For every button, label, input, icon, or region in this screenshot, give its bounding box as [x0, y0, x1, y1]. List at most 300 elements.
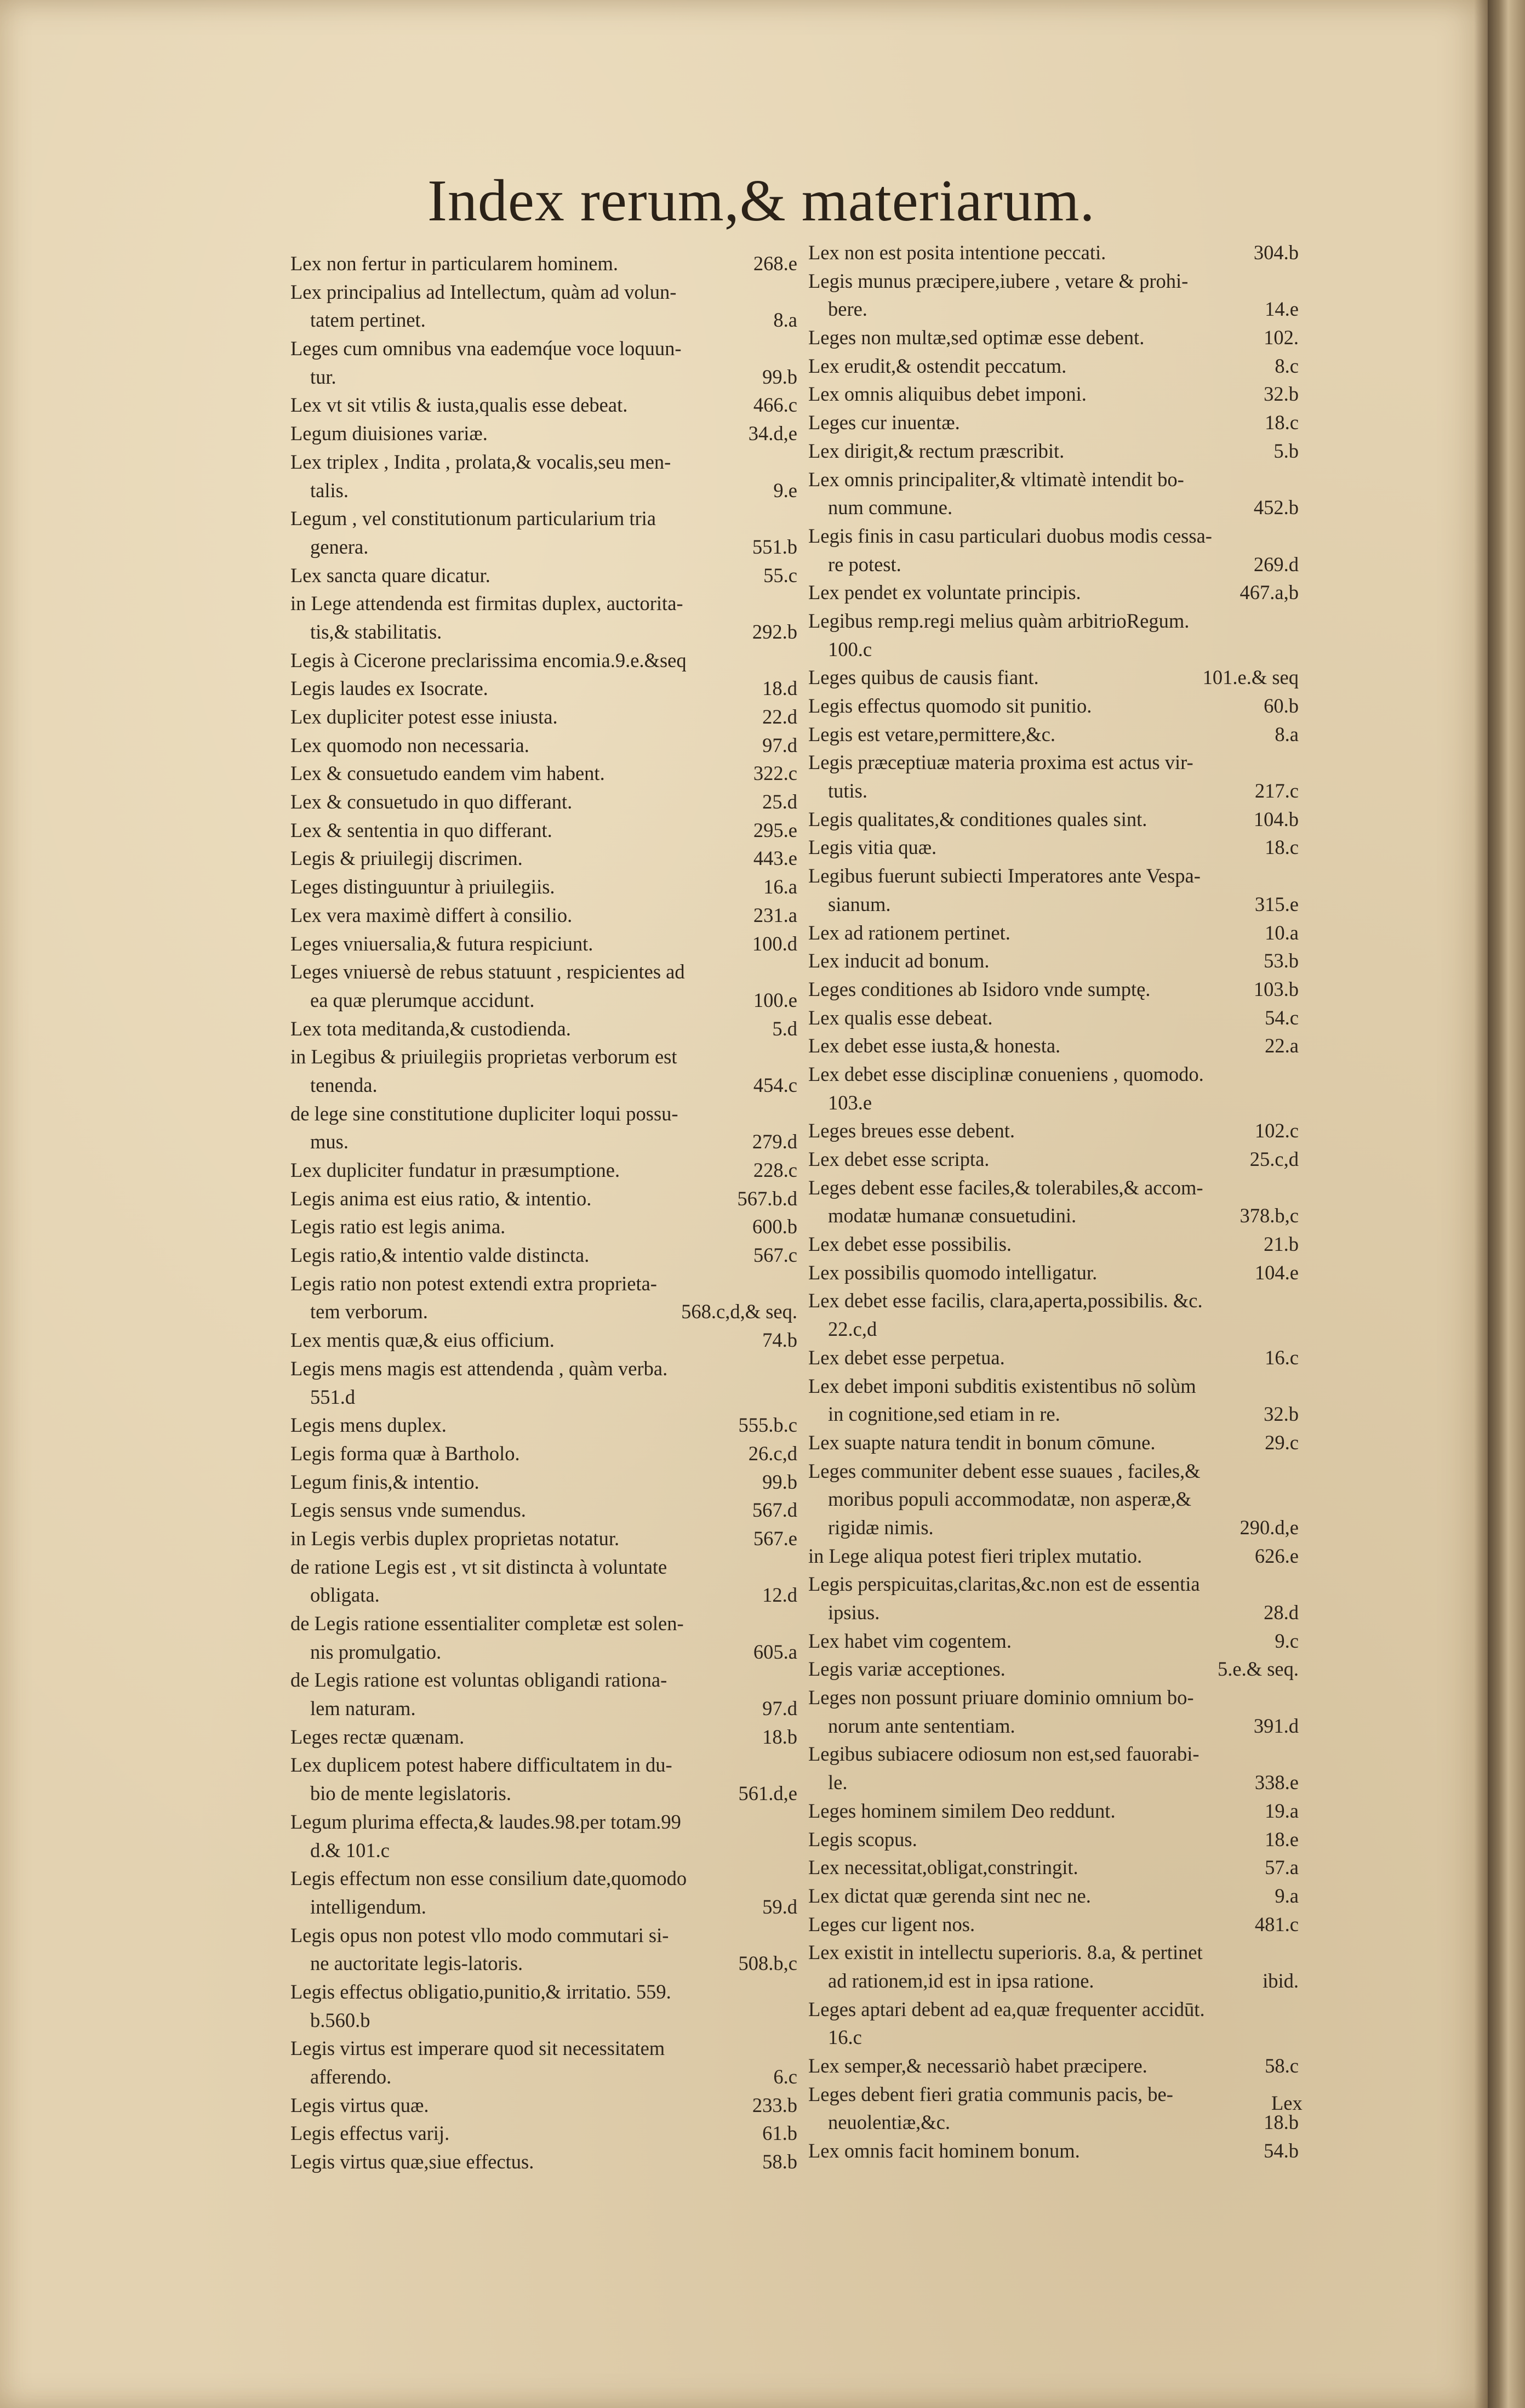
index-entry-text: Legis qualitates,& conditiones quales sint. — [808, 807, 1147, 830]
index-entry — [290, 788, 797, 816]
index-entry — [808, 692, 1299, 720]
index-entry — [290, 504, 797, 561]
index-entry — [290, 1921, 797, 1978]
index-entry-reference: 233.b — [752, 2093, 797, 2116]
index-entry-line — [290, 1071, 797, 1100]
index-entry-reference: 102. — [1264, 326, 1299, 349]
index-entry — [808, 1853, 1299, 1882]
index-entry-line — [808, 1910, 1299, 1939]
index-entry-text: Legis scopus. — [808, 1828, 917, 1851]
index-entry — [808, 1740, 1299, 1796]
index-entry-line — [290, 448, 797, 476]
index-entry-line — [808, 1400, 1299, 1428]
index-entry-text: Leges conditiones ab Isidoro vnde sumptę. — [808, 977, 1151, 1000]
index-entry — [290, 561, 797, 590]
index-entry-line — [808, 890, 1299, 919]
index-entry-line — [290, 986, 797, 1015]
index-entry-line — [290, 930, 797, 958]
index-entry — [808, 1117, 1299, 1145]
index-entry-text: Lex triplex , Indita , prolata,& vocalis,seu men- — [290, 450, 671, 473]
index-entry-text: 16.c — [828, 2026, 862, 2049]
index-entry-reference: 57.a — [1265, 1856, 1299, 1879]
index-entry-line — [808, 1570, 1299, 1598]
index-entry-text: in cognitione,sed etiam in re. — [828, 1403, 1060, 1426]
index-entry-line — [808, 1457, 1299, 1485]
index-entry-reference: 8.a — [1275, 722, 1299, 745]
index-entry-reference: 28.d — [1264, 1601, 1299, 1624]
index-entry-line — [290, 1836, 797, 1865]
index-entry — [290, 844, 797, 873]
index-entry-reference: 338.e — [1254, 1771, 1299, 1794]
index-entry-reference: 102.c — [1254, 1119, 1299, 1142]
index-entry-reference: 18.e — [1265, 1828, 1299, 1851]
index-entry-text: Legis virtus quæ. — [290, 2093, 429, 2116]
index-entry-line — [290, 1468, 797, 1496]
index-entry-reference: 14.e — [1265, 298, 1299, 321]
index-entry — [290, 448, 797, 504]
index-entry-line — [290, 334, 797, 363]
index-entry-reference: 9.c — [1275, 1629, 1299, 1652]
index-entry-text: Leges non possunt priuare dominio omnium bo- — [808, 1686, 1194, 1709]
index-entry-line — [290, 1100, 797, 1128]
index-entry-line — [290, 363, 797, 391]
index-entry — [290, 1100, 797, 1156]
index-entry-text: sianum. — [828, 892, 891, 915]
index-entry-text: lem naturam. — [310, 1697, 416, 1720]
index-entry — [808, 1542, 1299, 1570]
index-entry — [290, 703, 797, 731]
index-entry — [808, 408, 1299, 437]
index-entry-line — [808, 465, 1299, 494]
index-entry-line — [290, 2119, 797, 2148]
index-entry — [808, 1372, 1299, 1428]
index-entry-reference: 54.b — [1264, 2139, 1299, 2162]
index-entry-text: in Legibus & priuilegiis proprietas verborum est — [290, 1045, 677, 1068]
index-entry-text: Lex dirigit,& rectum præscribit. — [808, 439, 1065, 462]
index-entry-line — [290, 1297, 797, 1326]
index-entry-text: Legis virtus quæ,siue effectus. — [290, 2150, 534, 2173]
index-entry — [808, 1060, 1299, 1117]
page-title: Index rerum,& materiarum. — [427, 168, 1095, 234]
index-entry-line — [808, 947, 1299, 975]
index-entry-text: Lex quomodo non necessaria. — [290, 733, 529, 756]
index-entry-text: Legum plurima effecta,& laudes.98.per totam.99 — [290, 1810, 681, 1833]
index-entry-text: in Legis verbis duplex proprietas notatur. — [290, 1527, 620, 1550]
index-entry — [290, 1043, 797, 1099]
index-entry-reference: 99.b — [762, 1470, 797, 1493]
index-entry — [808, 1004, 1299, 1032]
index-entry-line — [808, 1032, 1299, 1060]
index-entry — [808, 1174, 1299, 1230]
index-entry-line — [808, 1712, 1299, 1740]
index-entry-reference: 279.d — [752, 1130, 797, 1153]
index-entry-text: tutis. — [828, 779, 868, 802]
index-entry — [808, 833, 1299, 862]
index-entry-line — [808, 1797, 1299, 1825]
index-entry — [808, 2137, 1299, 2165]
index-entry-text: Lex mentis quæ,& eius officium. — [290, 1329, 555, 1352]
index-entry-text: Lex habet vim cogentem. — [808, 1629, 1012, 1652]
index-entry-text: Lex possibilis quomodo intelligatur. — [808, 1261, 1098, 1284]
index-entry-line — [808, 805, 1299, 834]
index-entry-line — [290, 1128, 797, 1156]
index-entry-reference: 568.c,d,& seq. — [681, 1300, 797, 1323]
index-entry-text: re potest. — [828, 553, 901, 576]
index-entry-text: Leges breues esse debent. — [808, 1119, 1015, 1142]
index-entry-text: Lex vt sit vtilis & iusta,qualis esse debeat. — [290, 394, 628, 417]
index-entry-line — [290, 1893, 797, 1921]
index-entry-reference: 555.b.c — [738, 1414, 797, 1437]
index-entry-text: genera. — [310, 535, 369, 558]
index-entry-line — [808, 437, 1299, 465]
index-entry-line — [808, 1513, 1299, 1542]
index-entry — [808, 1938, 1299, 1995]
index-entry — [808, 238, 1299, 267]
index-entry-line — [808, 295, 1299, 323]
index-entry-line — [290, 816, 797, 845]
index-entry-text: in Lege attendenda est firmitas duplex, auctorita- — [290, 592, 683, 615]
index-entry-reference: 290.d,e — [1240, 1516, 1299, 1539]
index-entry-text: Legis opus non potest vllo modo commutari si- — [290, 1923, 669, 1946]
index-entry — [808, 1145, 1299, 1174]
index-entry — [808, 380, 1299, 408]
index-entry-text: Leges cur inuentæ. — [808, 411, 960, 434]
index-entry-line — [290, 618, 797, 646]
index-entry-reference: 626.e — [1254, 1544, 1299, 1567]
index-entry — [290, 1496, 797, 1524]
index-entry-text: Legum diuisiones variæ. — [290, 422, 488, 445]
index-entry-line — [290, 1864, 797, 1893]
index-entry-line — [290, 901, 797, 930]
index-entry-reference: 8.c — [1275, 354, 1299, 377]
index-entry — [290, 334, 797, 391]
index-entry-line — [808, 408, 1299, 437]
index-entry — [290, 2034, 797, 2091]
index-entry-reference: 292.b — [752, 620, 797, 643]
index-entry-text: b.560.b — [310, 2008, 370, 2031]
index-entry — [808, 1655, 1299, 1683]
index-entry-reference: 18.c — [1265, 411, 1299, 434]
index-entry-text: bio de mente legislatoris. — [310, 1782, 511, 1805]
index-entry — [808, 947, 1299, 975]
index-entry-line — [808, 692, 1299, 720]
index-entry-reference: 12.d — [762, 1584, 797, 1607]
index-entry-text: Lex suapte natura tendit in bonum cōmune. — [808, 1431, 1156, 1454]
index-entry-line — [808, 862, 1299, 890]
index-entry-text: Lex necessitat,obligat,constringit. — [808, 1856, 1078, 1879]
index-entry — [290, 589, 797, 646]
index-entry-line — [808, 635, 1299, 664]
index-entry-text: Leges cur ligent nos. — [808, 1912, 975, 1935]
index-entry-reference: ibid. — [1263, 1969, 1299, 1992]
index-entry-line — [290, 1808, 797, 1836]
index-entry-text: Legis effectus obligatio,punitio,& irritatio. 559. — [290, 1980, 671, 2003]
index-entry-reference: 101.e.& seq — [1202, 666, 1299, 689]
index-entry-text: tur. — [310, 365, 336, 388]
index-entry-text: Lex ad rationem pertinet. — [808, 921, 1010, 944]
index-entry-reference: 295.e — [753, 818, 797, 841]
index-entry-line — [290, 1949, 797, 1978]
index-entry-line — [808, 607, 1299, 635]
index-entry-line — [808, 578, 1299, 607]
index-entry-text: Lex sancta quare dicatur. — [290, 563, 490, 587]
index-entry-text: Legis variæ acceptiones. — [808, 1658, 1006, 1681]
index-entry-line — [290, 1921, 797, 1950]
index-entry-line — [808, 2023, 1299, 2052]
index-entry-text: le. — [828, 1771, 848, 1794]
index-entry-line — [808, 550, 1299, 579]
index-entry-text: Legis est vetare,permittere,&c. — [808, 722, 1055, 745]
page-gutter-shadow — [1474, 0, 1488, 2408]
index-entry-line — [290, 533, 797, 561]
index-entry-text: de Legis ratione est voluntas obligandi rationa- — [290, 1669, 667, 1692]
index-entry-line — [808, 2080, 1299, 2109]
index-entry-reference: 600.b — [752, 1215, 797, 1238]
index-entry-line — [290, 306, 797, 334]
index-entry-line — [808, 1117, 1299, 1145]
index-entry-reference: 315.e — [1254, 892, 1299, 915]
index-entry-reference: 100.d — [752, 932, 797, 955]
index-entry-line — [808, 493, 1299, 522]
index-entry — [808, 2052, 1299, 2080]
index-entry-text: tenenda. — [310, 1073, 378, 1096]
index-entry-text: Lex dupliciter potest esse iniusta. — [290, 705, 558, 728]
catchword: Lex — [1271, 2092, 1303, 2114]
index-entry — [290, 1156, 797, 1185]
index-entry-line — [808, 1286, 1299, 1315]
index-entry — [808, 1995, 1299, 2052]
index-entry-reference: 22.d — [762, 705, 797, 728]
index-entry-line — [808, 1542, 1299, 1570]
index-entry-text: Lex omnis principaliter,& vltimatè intendit bo- — [808, 468, 1184, 491]
index-entry-text: de lege sine constitutione dupliciter loqui possu- — [290, 1102, 678, 1125]
index-entry-text: Legis vitia quæ. — [808, 836, 937, 859]
index-entry — [290, 419, 797, 448]
index-entry-text: Lex inducit ad bonum. — [808, 949, 990, 972]
index-entry-line — [808, 1174, 1299, 1202]
index-entry-text: 103.e — [828, 1091, 872, 1114]
index-entry-line — [808, 267, 1299, 295]
index-entry-line — [808, 380, 1299, 408]
index-entry-reference: 567.d — [752, 1499, 797, 1522]
index-entry-text: obligata. — [310, 1584, 380, 1607]
index-entry — [290, 873, 797, 901]
index-entry — [808, 323, 1299, 352]
index-entry-text: Legum finis,& intentio. — [290, 1470, 479, 1493]
index-entry-text: Leges distinguuntur à priuilegiis. — [290, 875, 555, 898]
index-entry-line — [290, 2063, 797, 2091]
index-entry-line — [290, 788, 797, 816]
index-entry — [808, 267, 1299, 323]
index-entry-text: Legis effectus varij. — [290, 2122, 450, 2145]
index-entry — [290, 1666, 797, 1722]
index-entry-reference: 54.c — [1265, 1006, 1299, 1029]
index-entry-reference: 391.d — [1253, 1714, 1299, 1737]
index-entry-text: afferendo. — [310, 2065, 392, 2088]
index-entry-line — [290, 1326, 797, 1354]
index-entry-line — [808, 663, 1299, 692]
index-entry-line — [808, 1740, 1299, 1768]
index-entry-text: Lex debet esse facilis, clara,aperta,possibilis. &c. — [808, 1289, 1203, 1312]
index-entry-text: Lex non est posita intentione peccati. — [808, 241, 1106, 264]
index-entry-reference: 378.b,c — [1240, 1204, 1299, 1227]
index-entry-line — [808, 1372, 1299, 1401]
index-entry-text: Leges debent fieri gratia communis pacis, be- — [808, 2082, 1173, 2105]
index-entry-reference: 269.d — [1253, 553, 1299, 576]
index-entry — [808, 975, 1299, 1004]
index-entry-reference: 5.b — [1273, 439, 1299, 462]
index-entry-line — [290, 1383, 797, 1411]
index-entry-text: num commune. — [828, 496, 953, 519]
index-entry-line — [290, 2091, 797, 2120]
index-entry-line — [808, 975, 1299, 1004]
index-entry-text: Legis effectum non esse consilium date,quomodo — [290, 1867, 687, 1890]
index-entry — [290, 1723, 797, 1751]
index-entry-text: de Legis ratione essentialiter completæ est solen- — [290, 1612, 684, 1635]
index-entry-text: Leges hominem similem Deo reddunt. — [808, 1799, 1116, 1822]
index-entry-text: Legis virtus est imperare quod sit necessitatem — [290, 2037, 665, 2060]
index-entry — [290, 816, 797, 845]
index-entry — [808, 1683, 1299, 1740]
index-entry-line — [290, 1553, 797, 1581]
index-entry-reference: 561.d,e — [738, 1782, 797, 1805]
index-entry-line — [290, 674, 797, 703]
index-entry-reference: 18.d — [762, 677, 797, 700]
index-entry-reference: 103.b — [1253, 977, 1299, 1000]
index-entry-line — [290, 1779, 797, 1808]
index-entry-text: tis,& stabilitatis. — [310, 620, 442, 643]
index-entry-reference: 99.b — [762, 365, 797, 388]
index-entry-reference: 567.c — [753, 1244, 797, 1267]
index-entry-line — [290, 1156, 797, 1185]
index-entry-reference: 104.b — [1253, 807, 1299, 830]
index-entry — [808, 1570, 1299, 1626]
index-entry-text: moribus populi accommodatæ, non asperæ,& — [828, 1488, 1191, 1511]
index-entry-text: Legis munus præcipere,iubere , vetare & prohi- — [808, 269, 1189, 292]
index-entry-text: in Lege aliqua potest fieri triplex mutatio. — [808, 1544, 1143, 1567]
index-entry — [808, 1797, 1299, 1825]
index-entry-text: Lex dupliciter fundatur in præsumptione. — [290, 1159, 620, 1181]
index-entry-text: Leges cum omnibus vna eademq́ue voce loquun- — [290, 337, 682, 360]
index-entry — [290, 1468, 797, 1496]
index-entry-text: Lex existit in intellectu superioris. 8.a, & pertinet — [808, 1941, 1203, 1964]
index-entry-reference: 9.a — [1275, 1884, 1299, 1907]
index-entry-text: Legibus remp.regi melius quàm arbitrioRegum. — [808, 609, 1190, 632]
index-entry-reference: 97.d — [762, 1697, 797, 1720]
index-entry-line — [808, 1768, 1299, 1797]
index-entry — [808, 465, 1299, 522]
index-entry-text: Legis laudes ex Isocrate. — [290, 677, 488, 700]
index-entry-reference: 322.c — [753, 762, 797, 785]
index-entry-line — [808, 1655, 1299, 1683]
index-entry-text: Lex qualis esse debeat. — [808, 1006, 993, 1029]
index-entry-line — [808, 238, 1299, 267]
index-entry-reference: 100.e — [753, 988, 797, 1011]
index-entry-text: Legum , vel constitutionum particularium tria — [290, 507, 656, 530]
index-entry-reference: 104.e — [1254, 1261, 1299, 1284]
index-entry-line — [290, 589, 797, 618]
index-entry-text: neuolentiæ,&c. — [828, 2111, 951, 2134]
index-entry-line — [808, 2137, 1299, 2165]
index-entry-text: Lex tota meditanda,& custodienda. — [290, 1017, 571, 1040]
index-entry-text: Lex debet imponi subditis existentibus nō solùm — [808, 1374, 1196, 1397]
index-entry-text: Lex semper,& necessariò habet præcipere. — [808, 2054, 1147, 2077]
index-entry-line — [808, 1060, 1299, 1089]
index-entry-reference: 467.a,b — [1240, 581, 1299, 604]
index-entry-line — [808, 1627, 1299, 1655]
index-entry-reference: 21.b — [1264, 1233, 1299, 1256]
index-entry-line — [290, 731, 797, 760]
index-entry-reference: 61.b — [762, 2122, 797, 2145]
index-entry-reference: 10.a — [1265, 921, 1299, 944]
index-entry-text: Legis & priuilegij discrimen. — [290, 847, 523, 870]
index-entry-text: rigidæ nimis. — [828, 1516, 934, 1539]
index-entry — [290, 1185, 797, 1213]
index-entry-line — [290, 1270, 797, 1298]
index-entry-reference: 29.c — [1265, 1431, 1299, 1454]
index-entry — [808, 1286, 1299, 1343]
index-entry — [290, 1439, 797, 1468]
index-entry-line — [290, 278, 797, 306]
index-entry-line — [290, 1609, 797, 1638]
index-entry-line — [290, 249, 797, 278]
index-entry-line — [290, 1496, 797, 1524]
index-entry-line — [290, 1694, 797, 1723]
index-entry-text: bere. — [828, 298, 867, 321]
index-entry-line — [290, 1723, 797, 1751]
index-entry-reference: 19.a — [1265, 1799, 1299, 1822]
index-entry — [808, 522, 1299, 578]
index-entry — [808, 1457, 1299, 1542]
index-entry — [290, 901, 797, 930]
index-entry-line — [290, 1751, 797, 1779]
index-entry-text: Legibus fuerunt subiecti Imperatores ante Vespa- — [808, 864, 1201, 887]
index-entry-text: Legis sensus vnde sumendus. — [290, 1499, 526, 1522]
index-entry — [290, 731, 797, 760]
index-entry-text: Legis forma quæ à Bartholo. — [290, 1442, 520, 1465]
index-entry-reference: 18.b — [1264, 2111, 1299, 2134]
index-entry-reference: 32.b — [1264, 1403, 1299, 1426]
index-entry-line — [290, 1015, 797, 1043]
index-entry-line — [808, 1259, 1299, 1287]
index-entry-text: 100.c — [828, 637, 872, 661]
index-entry-reference: 6.c — [773, 2065, 797, 2088]
index-entry-text: Lex duplicem potest habere difficultatem in du- — [290, 1754, 672, 1777]
index-entry-reference: 60.b — [1264, 694, 1299, 717]
index-entry — [290, 1354, 797, 1411]
index-entry-line — [808, 777, 1299, 805]
index-entry — [808, 1344, 1299, 1372]
index-entry-line — [290, 1212, 797, 1241]
index-entry — [290, 278, 797, 334]
index-entry-reference: 97.d — [762, 733, 797, 756]
index-entry-line — [808, 522, 1299, 550]
index-entry-line — [290, 419, 797, 448]
index-entry-line — [808, 1202, 1299, 1230]
index-column-right — [808, 238, 1299, 2165]
index-entry — [808, 437, 1299, 465]
index-entry-text: Leges non multæ,sed optimæ esse debent. — [808, 326, 1145, 349]
index-entry — [808, 720, 1299, 749]
index-entry-text: nis promulgatio. — [310, 1640, 442, 1663]
index-entry — [290, 930, 797, 958]
index-entry — [808, 2080, 1299, 2137]
index-entry-text: Leges debent esse faciles,& tolerabiles,& accom- — [808, 1176, 1203, 1199]
index-entry — [808, 748, 1299, 805]
index-entry — [808, 862, 1299, 918]
index-entry — [290, 1015, 797, 1043]
index-entry — [808, 919, 1299, 947]
